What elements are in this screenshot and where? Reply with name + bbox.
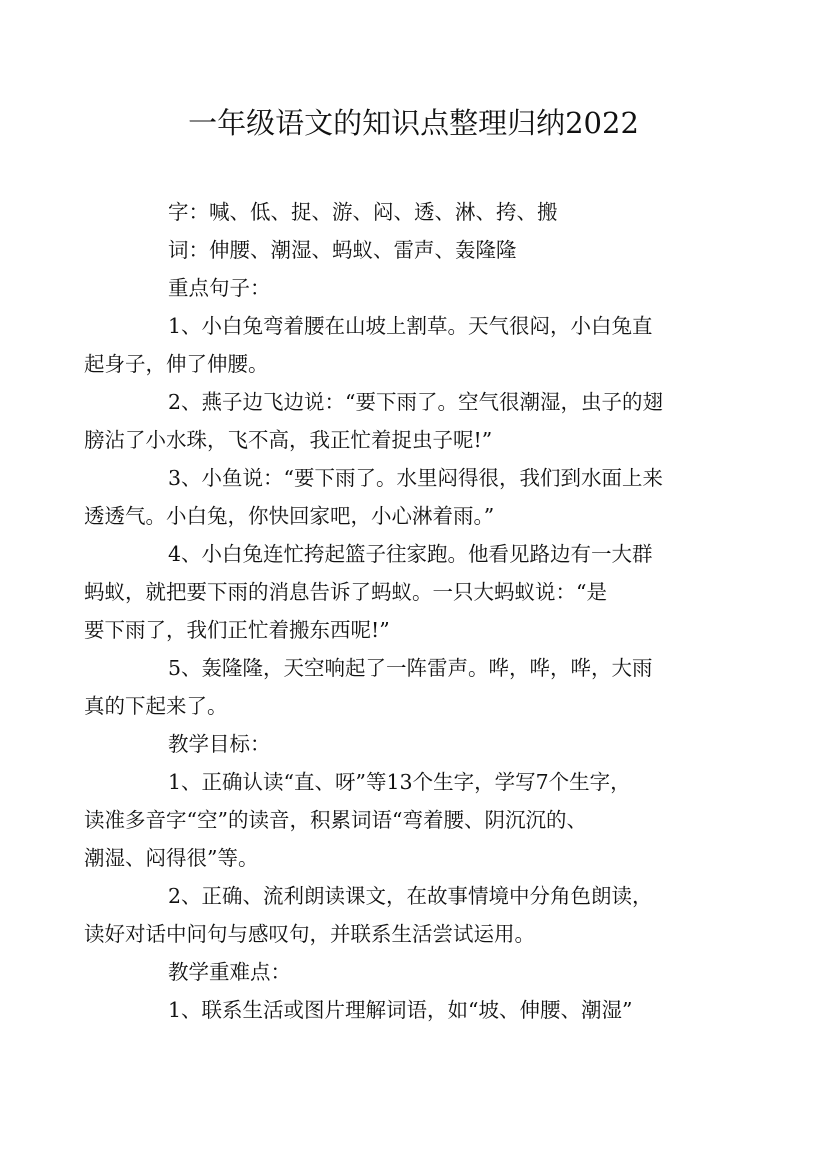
text-line: 读准多音字“空”的读音，积累词语“弯着腰、阴沉沉的、 [84,808,587,832]
paragraph [126,269,706,307]
text-line: 2、燕子边飞边说：“要下雨了。空气很潮湿，虫子的翅 [168,390,664,414]
text-line: 字：喊、低、捉、游、闷、透、淋、挎、搬 [168,200,558,224]
paragraph [126,725,706,763]
text-line: 起身子，伸了伸腰。 [84,352,269,376]
paragraph [126,231,706,269]
paragraph [84,535,706,649]
paragraph [126,953,706,991]
paragraph [84,383,706,459]
text-line: 1、小白兔弯着腰在山坡上割草。天气很闷，小白兔直 [168,314,653,338]
paragraph [126,991,706,1029]
text-line: 3、小鱼说：“要下雨了。水里闷得很，我们到水面上来 [168,466,664,490]
text-line: 2、正确、流利朗读课文，在故事情境中分角色朗读， [168,884,653,908]
text-line: 词：伸腰、潮湿、蚂蚁、雷声、轰隆隆 [168,238,517,262]
text-line: 蚂蚁，就把要下雨的消息告诉了蚂蚁。一只大蚂蚁说：“是 [84,580,607,604]
text-line: 真的下起来了。 [84,694,228,718]
paragraph [84,459,706,535]
document-title: 一年级语文的知识点整理归纳2022 [188,106,639,140]
text-line: 透透气。小白兔，你快回家吧，小心淋着雨。” [84,504,495,528]
text-line: 重点句子： [168,276,271,300]
text-line: 膀沾了小水珠，飞不高，我正忙着捉虫子呢!” [84,428,493,452]
paragraph [84,649,706,725]
text-line: 4、小白兔连忙挎起篮子往家跑。他看见路边有一大群 [168,542,653,566]
paragraph [84,763,706,877]
paragraph [126,193,706,231]
text-line: 5、轰隆隆，天空响起了一阵雷声。哗，哗，哗，大雨 [168,656,653,680]
text-line: 要下雨了，我们正忙着搬东西呢!” [84,618,390,642]
paragraph [84,877,706,953]
text-line: 教学目标： [168,732,271,756]
text-line: 1、正确认读“直、呀”等13个生字，学写7个生字， [168,770,631,794]
text-line: 潮湿、闷得很”等。 [84,846,259,870]
text-line: 教学重难点： [168,960,291,984]
document-body [84,193,706,1029]
paragraph [84,307,706,383]
text-line: 读好对话中问句与感叹句，并联系生活尝试运用。 [84,922,535,946]
text-line: 1、联系生活或图片理解词语，如“坡、伸腰、潮湿” [168,998,633,1022]
